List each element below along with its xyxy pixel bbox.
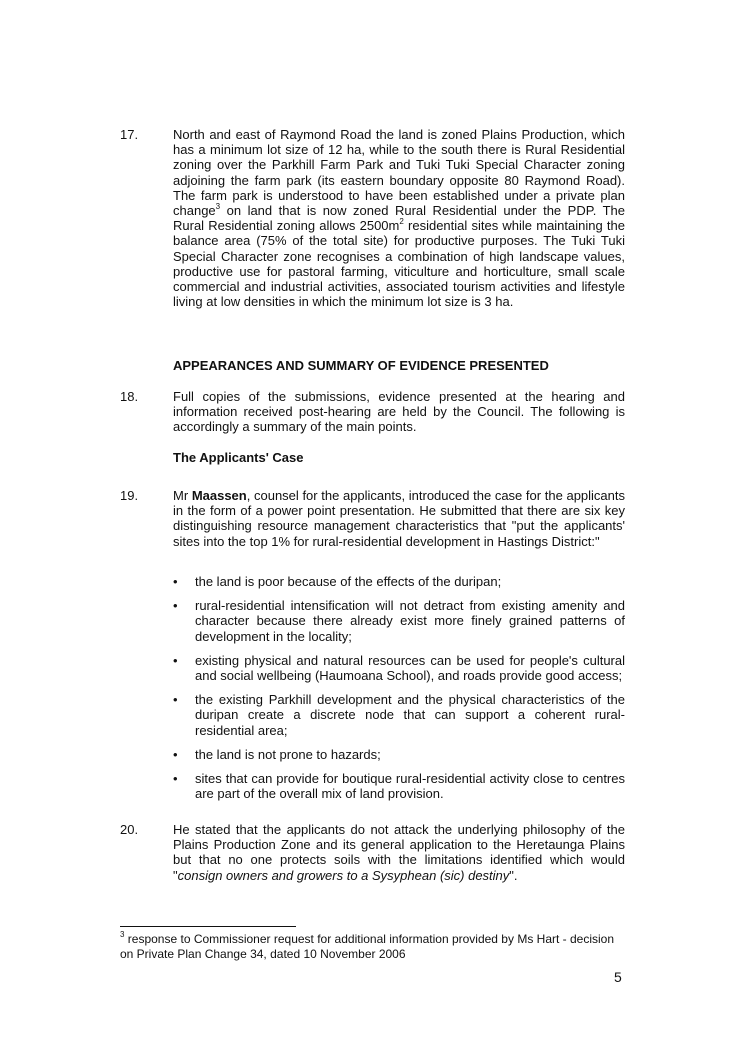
list-item: • the existing Parkhill development and the physical characteristics of the duripan create a discrete node that can support a coherent rural-residential area; (173, 692, 625, 738)
paragraph-number: 19. (120, 488, 139, 503)
bullet-list (173, 574, 625, 810)
bullet-icon: • (173, 746, 178, 762)
paragraph-20 (120, 822, 625, 883)
superscript: 2 (399, 217, 404, 227)
list-item: • rural-residential intensification will not detract from existing amenity and character because there already exist more finely grained patterns of development in the locality; (173, 598, 625, 644)
paragraph-19-text: Mr Maassen, counsel for the applicants, introduced the case for the applicants in the form of a power point presentation. He submitted that there are six key distinguishing resource management characteristics that "put the applicants' sites into the top 1% for rural-residential development in Hastings District:" (173, 488, 625, 549)
page-number: 5 (614, 969, 622, 985)
person-name: Maassen (191, 488, 247, 503)
footnote-text: response to Commissioner request for additional information provided by Ms Hart - decision on Private Plan Change 34, dated 10 November 2006 (120, 932, 615, 961)
bullet-icon: • (173, 771, 178, 787)
footnote (120, 932, 625, 962)
bullet-icon: • (173, 574, 178, 589)
paragraph-number: 17. (120, 127, 139, 142)
list-item: • existing physical and natural resources can be used for people's cultural and social wellbeing (Haumoana School), and roads provide good access; (173, 652, 625, 684)
paragraph-17 (120, 127, 625, 309)
paragraph-18 (120, 389, 625, 435)
bullet-icon: • (173, 598, 178, 614)
paragraph-number: 18. (120, 389, 139, 404)
paragraph-20-text: He stated that the applicants do not attack the underlying philosophy of the Plains Production Zone and its general application to the Heretaunga Plains but that no one protects soils with the limitations identified which would "consign owners and growers to a Sysyphean (sic) destiny". (173, 822, 625, 883)
paragraph-number: 20. (120, 822, 139, 837)
footnote-reference: 3 (215, 202, 221, 212)
bullet-icon: • (173, 652, 178, 668)
list-item: • sites that can provide for boutique rural-residential activity close to centres are part of the overall mix of land provision. (173, 771, 625, 802)
paragraph-18-text: Full copies of the submissions, evidence presented at the hearing and information received post-hearing are held by the Council. The following is accordingly a summary of the main points. (173, 389, 625, 435)
footnote-divider (120, 926, 296, 927)
paragraph-17-text: North and east of Raymond Road the land is zoned Plains Production, which has a minimum lot size of 12 ha, while to the south there is Rural Residential zoning over the Parkhill Farm Park and Tuki Tuki Special Character zoning adjoining the farm park (its eastern boundary opposite 80 Raymond Road). The farm park is understood to have been established under a private plan change$^3$ on land that is now zoned Rural Residential under the PDP. The Rural Residential zoning allows $2500m^2$ residential sites while maintaining the balance area (75% of the total site) for productive purposes. The Tuki Tuki Special Character zone recognises a combination of high landscape values, productive use for pastoral farming, viticulture and horticulture, small scale commercial and industrial activities, associated tourism activities and lifestyle living at low densities in which the minimum lot size is 3 ha. (173, 127, 625, 310)
bullet-icon: • (173, 692, 178, 708)
quotation: consign owners and growers to a Sysyphean (sic) destiny (177, 867, 510, 883)
paragraph-19 (120, 488, 625, 549)
list-item: • the land is poor because of the effects of the duripan; (173, 574, 502, 589)
section-heading: APPEARANCES AND SUMMARY OF EVIDENCE PRESENTED (173, 358, 549, 373)
subsection-heading: The Applicants' Case (173, 450, 304, 465)
footnote-marker: 3 (120, 930, 125, 939)
list-item: • the land is not prone to hazards; (173, 746, 381, 762)
